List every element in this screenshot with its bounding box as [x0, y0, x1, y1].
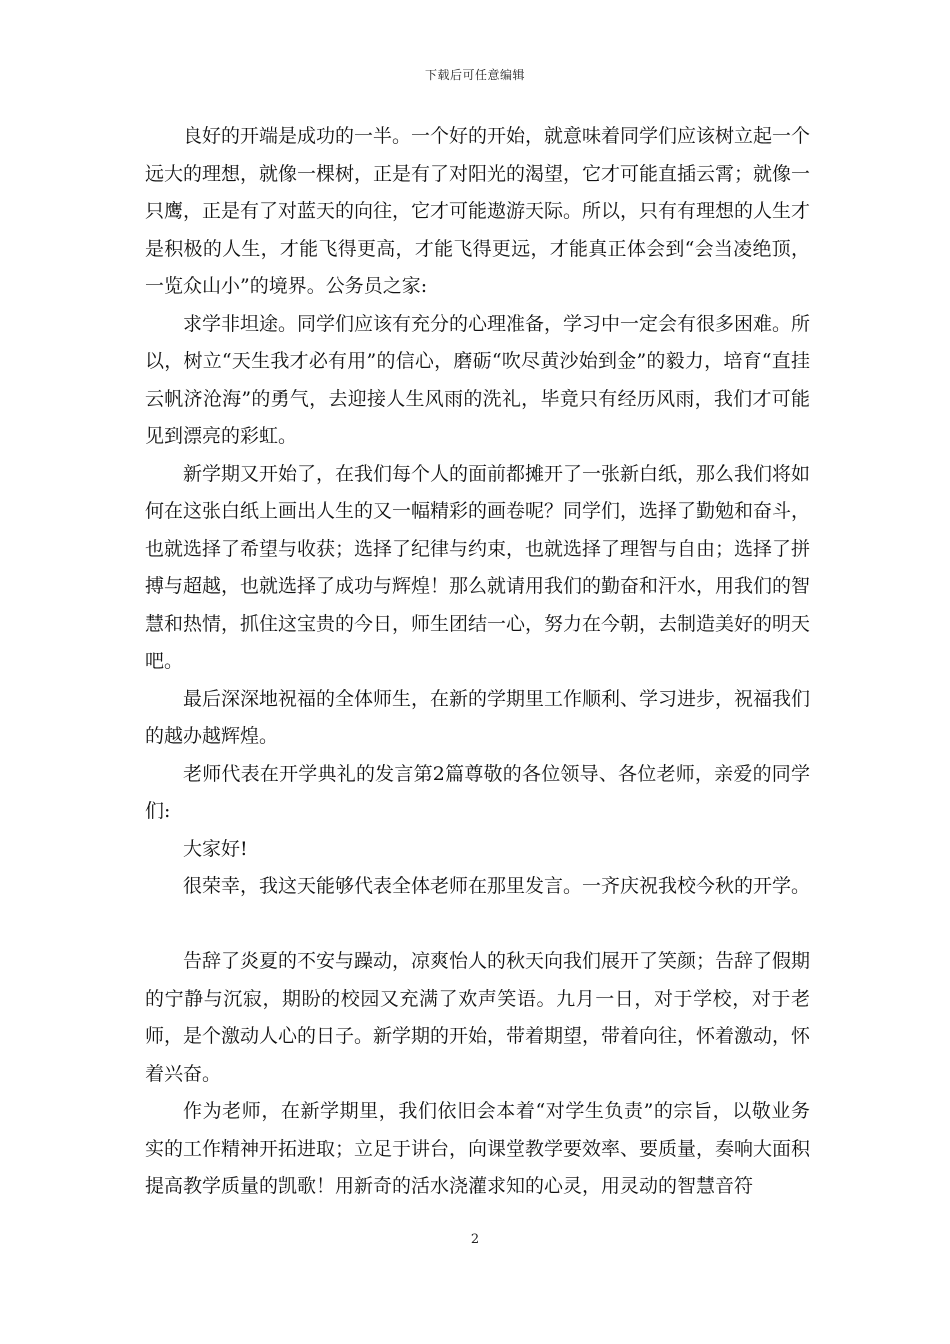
paragraph-8: 告辞了炎夏的不安与躁动，凉爽怡人的秋天向我们展开了笑颜；告辞了假期的宁静与沉寂，期盼的校园又充满了欢声笑语。九月一日，对于学校，对于老师，是个激动人心的日子。新学期的开始，带着期望，带着向往，怀着激动，怀着兴奋。 [145, 950, 811, 1085]
paragraph-2: 求学非坦途。同学们应该有充分的心理准备，学习中一定会有很多困难。所以，树立“天生我才必有用”的信心，磨砺“吹尽黄沙始到金”的毅力，培育“直挂云帆济沧海”的勇气，去迎接人生风雨的洗礼，毕竟只有经历风雨，我们才可能见到漂亮的彩虹。 [145, 312, 811, 447]
paragraph-4: 最后深深地祝福的全体师生，在新的学期里工作顺利、学习进步，祝福我们的越办越辉煌。 [145, 687, 811, 747]
page-header: 下载后可任意编辑 [424, 68, 525, 82]
paragraph-3: 新学期又开始了，在我们每个人的面前都摊开了一张新白纸，那么我们将如何在这张白纸上画出人生的又一幅精彩的画卷呢？同学们，选择了勤勉和奋斗，也就选择了希望与收获；选择了纪律与约束，也就选择了理智与自由；选择了拼搏与超越，也就选择了成功与辉煌！那么就请用我们的勤奋和汗水，用我们的智慧和热情，抓住这宝贵的今日，师生团结一心，努力在今朝，去制造美好的明天吧。 [145, 462, 811, 672]
paragraph-9: 作为老师，在新学期里，我们依旧会本着“对学生负责”的宗旨，以敬业务实的工作精神开拓进取；立足于讲台，向课堂教学要效率、要质量，奏响大面积提高教学质量的凯歌！用新奇的活水浇灌求知的心灵，用灵动的智慧音符 [145, 1100, 811, 1197]
document-body [145, 118, 810, 1206]
page-number: 2 [470, 1232, 480, 1247]
paragraph-5: 老师代表在开学典礼的发言第2篇尊敬的各位领导、各位老师，亲爱的同学们: [145, 762, 810, 822]
paragraph-1: 良好的开端是成功的一半。一个好的开始，就意味着同学们应该树立起一个远大的理想，就像一棵树，正是有了对阳光的渴望，它才可能直插云霄；就像一只鹰，正是有了对蓝天的向往，它才可能遨游天际。所以，只有有理想的人生才是积极的人生，才能飞得更高，才能飞得更远，才能真正体会到“会当凌绝顶，一览众山小”的境界。公务员之家: [145, 125, 811, 297]
paragraph-7: 很荣幸，我这天能够代表全体老师在那里发言。一齐庆祝我校今秋的开学。 [183, 875, 811, 897]
paragraph-6: 大家好! [183, 837, 248, 860]
